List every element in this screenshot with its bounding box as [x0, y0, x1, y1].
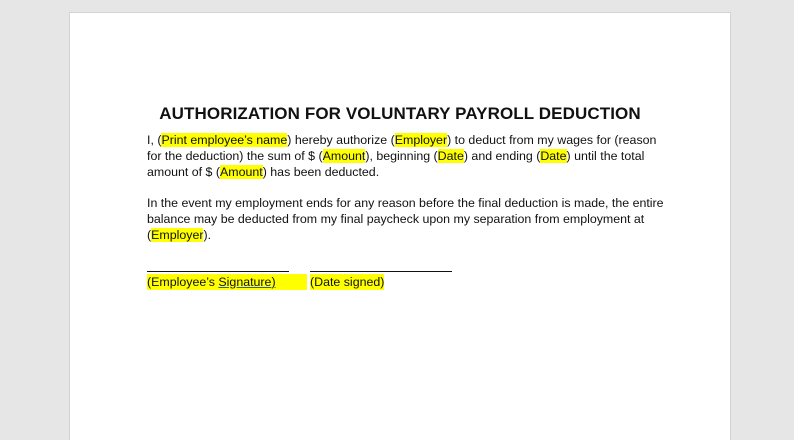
text-run: ) [271, 275, 276, 289]
placeholder-total-amount: Amount [220, 165, 263, 180]
text-run: ) and ending ( [463, 149, 541, 164]
text-run: (Employee’s [147, 275, 219, 289]
text-run: ) has been deducted. [262, 165, 380, 180]
text-run: In the event my employment ends for any reason before the final deduction is made, the entire balance may be deducted from my final paycheck upon my separation from employment at ( [147, 196, 664, 243]
employee-signature-label [147, 274, 307, 290]
text-run: ) until the total amount of $ ( [147, 149, 645, 180]
placeholder-end-date: Date [540, 149, 567, 164]
placeholder-employee-name: Print employee’s name [161, 133, 288, 147]
signature-line [147, 271, 289, 272]
placeholder-employer: Employer [394, 133, 448, 147]
text-run: ) to deduct from my wages for (reason for the deduction) the sum of $ ( [147, 133, 657, 164]
date-signed-label: (Date signed) [310, 275, 385, 289]
placeholder-amount: Amount [322, 149, 366, 164]
placeholder-employer: Employer [151, 228, 204, 243]
placeholder-start-date: Date [437, 149, 464, 164]
paragraph-termination [147, 195, 667, 244]
text-run: I, ( [147, 133, 162, 147]
text-run: ). [203, 228, 212, 243]
date-signed-line [310, 271, 452, 272]
text-run: ), beginning ( [365, 149, 438, 164]
signature-word: Signature [218, 275, 272, 289]
paragraph-authorization [147, 132, 667, 181]
text-run: ) hereby authorize ( [287, 133, 395, 147]
document-title: AUTHORIZATION FOR VOLUNTARY PAYROLL DEDUCTION [159, 104, 641, 123]
signature-labels [147, 274, 384, 290]
document-page[interactable] [70, 13, 730, 440]
